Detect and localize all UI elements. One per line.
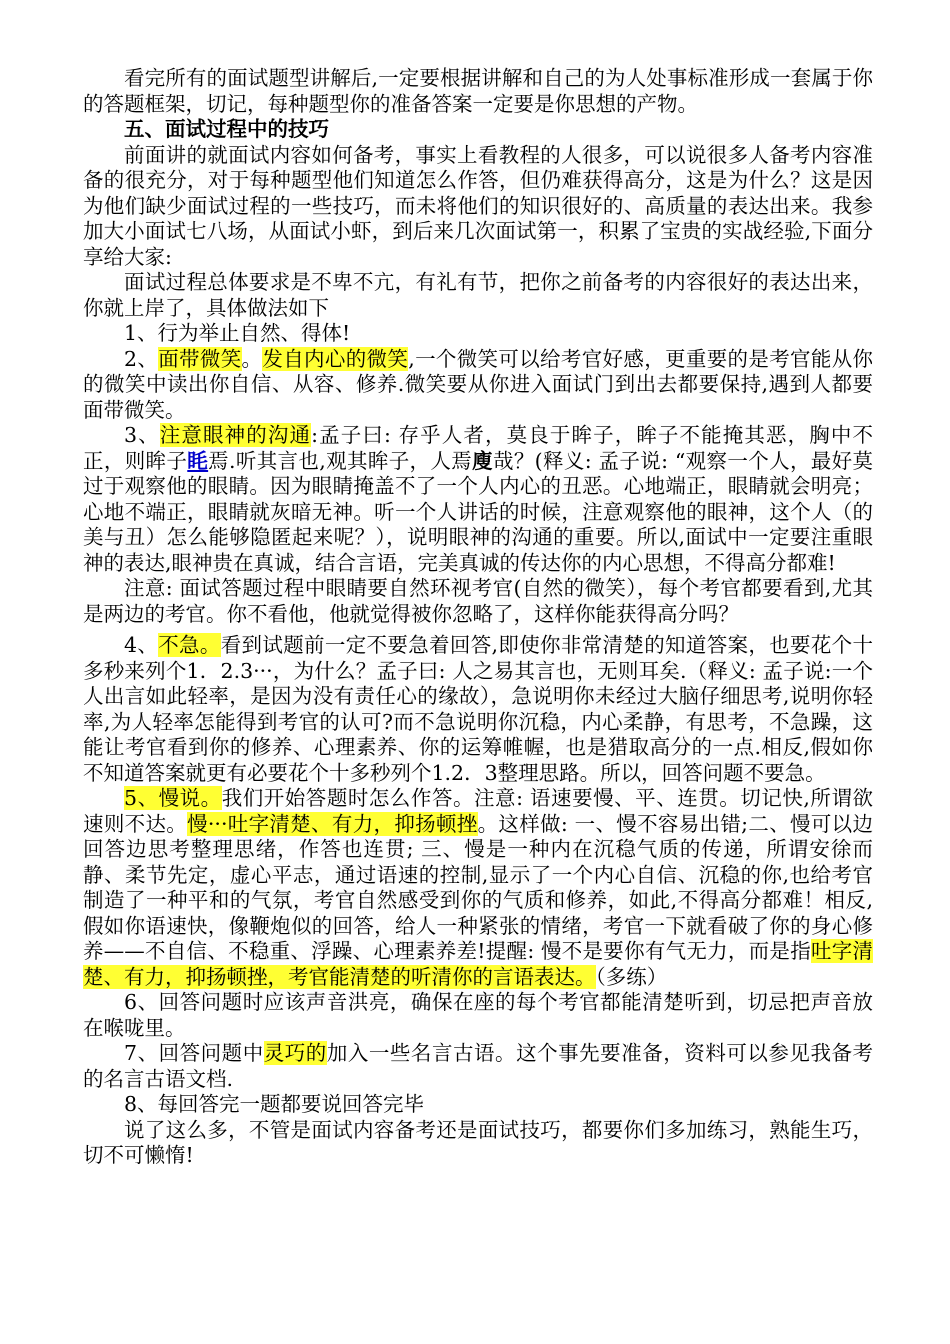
item-7 <box>83 1041 873 1092</box>
highlight-eye-contact: 注意眼神的沟通 <box>159 423 312 447</box>
item-2 <box>83 347 873 424</box>
prep-paragraph: 前面讲的就面试内容如何备考，事实上看教程的人很多，可以说很多人备考内容准备的很充分，对于每种题型他们知道怎么作答，但仍难获得高分，这是为什么？这是因为他们缺少面试过程的一些技巧，而未将他们的知识很好的、高质量的表达出来。我参加大小面试七八场，从面试小虾，到后来几次面试第一，积累了宝贵的实战经验,下面分享给大家: <box>83 142 873 269</box>
item-7-text-1: 7、回答问题中 <box>124 1041 264 1065</box>
highlight-skillfully: 灵巧的 <box>263 1041 327 1065</box>
bold-char: 廋 <box>472 448 493 473</box>
highlight-heartfelt-smile: 发自内心的微笑 <box>262 346 409 371</box>
item-6: 6、回答问题时应该声音洪亮，确保在座的每个考官都能清楚听到，切忌把声音放在喉咙里。 <box>83 990 873 1040</box>
document-page <box>83 66 873 1169</box>
closing-paragraph: 说了这么多，不管是面试内容备考还是面试技巧，都要你们多加练习，熟能生巧，切不可懒惰! <box>83 1117 873 1167</box>
item-5-text-2: 。这样做: 一、慢不容易出错;二、慢可以边回答边思考整理思绪，作答也连贯; 三、慢是一种内在沉稳气质的传递，所谓安徐而静、柔节先定，虚心平志，通过语速的控制,显示了一个内心自信、沉稳的你,也给考官制造了一种平和的气氛，考官自然感受到你的气质和修养，如此,不得高分都难！相反,假如你语速快，像鞭炮似的回答，给人一种紧张的情绪，考官一下就看破了你的身心修养——不自信、不稳重、浮躁、心理素养差!提醒: 慢不是要你有气无力，而是指 <box>83 811 873 963</box>
item-3-text-2: 焉.听其言也,观其眸子，人焉 <box>208 448 473 473</box>
item-4-text: 看到试题前一定不要急着回答,即使你非常清楚的知道答案，也要花个十多秒来列个1．2.3···，为什么？孟子曰: 人之易其言也，无则耳矣.（释义: 孟子说:一个人出言如此轻率，是因为没有责任心的缘故），急说明你未经过大脑仔细思考,说明你轻率,为人轻率怎能得到考官的认可?而不急说明你沉稳，内心柔静，有思考，不急躁，这能让考官看到你的修养、心理素养、你的运筹帷幄，也是猎取高分的一点.相反,假如你不知道答案就更有必要花个十多秒列个1.2．3整理思路。所以，回答问题不要急。 <box>83 633 874 785</box>
item-3-text-3: 哉？(释义: 孟子说: “观察一个人，最好莫过于观察他的眼睛。因为眼睛掩盖不了一个人内心的丑恶。心地端正，眼睛就会明亮；心地不端正，眼睛就灰暗无神。听一个人讲话的时候，注意观察他的眼神，这个人（的美与丑）怎么能够隐匿起来呢？），说明眼神的沟通的重要。所以,面试中一定要注重眼神的表达,眼神贵在真诚，结合言语，完美真诚的传达你的内心思想，不得高分都难! <box>83 448 874 575</box>
item-2-text: ,一个微笑可以给考官好感，更重要的是考官能从你的微笑中读出你自信、从容、修养.微笑要从你进入面试门到出去都要保持,遇到人都要面带微笑。 <box>83 346 874 422</box>
glossary-link[interactable]: 眊 <box>187 448 209 473</box>
item-3-text-1: :孟子曰: 存乎人者，莫良于眸子，眸子不能掩其恶，胸中不正，则眸子 <box>83 423 873 473</box>
item-4 <box>83 633 873 786</box>
item-2-sep: 。 <box>241 346 263 371</box>
highlight-articulate: 慢···吐字清楚、有力，抑扬顿挫 <box>187 811 478 836</box>
item-1: 1、行为举止自然、得体! <box>124 321 351 345</box>
item-2-prefix: 2、 <box>124 346 159 371</box>
item-3 <box>83 423 873 576</box>
highlight-speak-slowly: 5、慢说。 <box>124 786 222 810</box>
note-paragraph: 注意: 面试答题过程中眼睛要自然环视考官(自然的微笑），每个考官都要看到,尤其是两边的考官。你不看他，他就觉得被你忽略了，这样你能获得高分吗？ <box>83 576 873 626</box>
item-5-text-1: 我们开始答题时怎么作答。注意: 语速要慢、平、连贯。切记快,所谓欲速则不达。 <box>83 786 873 836</box>
section-heading: 五、面试过程中的技巧 <box>124 117 329 141</box>
overall-paragraph: 面试过程总体要求是不卑不亢，有礼有节，把你之前备考的内容很好的表达出来，你就上岸了，具体做法如下 <box>83 270 873 320</box>
item-4-prefix: 4、 <box>124 633 159 657</box>
highlight-smile: 面带微笑 <box>158 346 242 371</box>
highlight-clear-expression: 吐字清楚、有力，抑扬顿挫，考官能清楚的听清你的言语表达。 <box>83 939 873 989</box>
item-3-prefix: 3、 <box>124 423 160 447</box>
item-8: 8、每回答完一题都要说回答完毕 <box>124 1092 425 1116</box>
item-7-text-2: 加入一些名言古语。这个事先要准备，资料可以参见我备考的名言古语文档. <box>83 1041 874 1091</box>
intro-paragraph: 看完所有的面试题型讲解后,一定要根据讲解和自己的为人处事标准形成一套属于你的答题框架，切记，每种题型你的准备答案一定要是你思想的产物。 <box>83 66 873 116</box>
item-5-text-3: （多练） <box>595 964 668 989</box>
highlight-no-rush: 不急。 <box>158 633 221 657</box>
item-5 <box>83 786 873 990</box>
